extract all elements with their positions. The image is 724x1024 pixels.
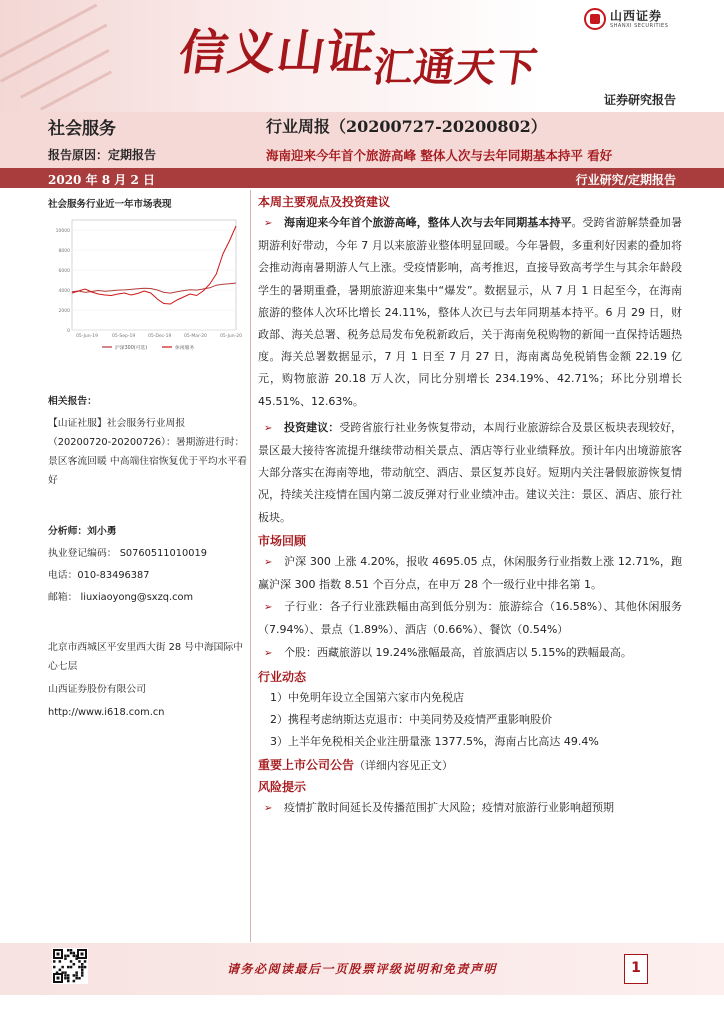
arrow-bullet-icon: ➢ — [264, 422, 273, 434]
header-banner — [0, 0, 724, 112]
section-title-viewpoints: 本周主要观点及投资建议 — [258, 195, 391, 209]
column-divider — [250, 190, 251, 942]
main-content — [258, 190, 682, 821]
paragraph-investment-lead: 投资建议： — [284, 420, 340, 434]
arrow-bullet-icon: ➢ — [264, 556, 273, 568]
paragraph-investment-body: 受跨省旅行社业务恢复带动，本周行业旅游综合及景区板块表现较好，景区最大接待客流提升继续带动相关景点、酒店等行业业绩释放。预计年内出境游旅客大部分落实在海南等地，带动航空、酒店、景区复苏良好。短期内关注暑假旅游恢复情况，持续关注疫情在国内第二波反弹对行业业绩冲击。建议关注：景区、酒店、旅行社板块。 — [258, 420, 683, 524]
section-title-risk: 风险提示 — [258, 780, 307, 795]
qr-module — [64, 955, 67, 958]
x-tick-label: 05-Mar-20 — [184, 334, 207, 339]
banner-decoration — [20, 49, 110, 99]
logo-icon — [584, 8, 606, 30]
qr-module — [75, 977, 78, 980]
market-chart — [48, 214, 242, 362]
y-tick-label: 8000 — [58, 249, 70, 254]
section-title-industry-news: 行业动态 — [258, 669, 307, 684]
plot-area — [72, 220, 236, 330]
y-tick-label: 6000 — [58, 269, 70, 274]
news-item: 1）中免明年设立全国第六家市内免税店 — [270, 690, 464, 704]
market-item-text: 沪深 300 上涨 4.20%，报收 4695.05 点，休闲服务行业指数上涨 12.71%，跑赢沪深 300 指数 8.51 个百分点，在申万 28 个一级行业中排名第 1。 — [258, 554, 682, 592]
related-report-text: 【山证社服】社会服务行业周报（20200720-20200726）：暑期游进行时：景区客流回暖 中高端住宿恢复优于平均水平看好 — [48, 418, 248, 486]
risk-item-text: 疫情扩散时间延长及传播范围扩大风险；疫情对旅游行业影响超预期 — [284, 801, 614, 815]
qr-module — [78, 977, 81, 980]
qr-module — [73, 952, 76, 955]
sector-title: 社会服务 — [48, 119, 116, 139]
banner-decoration — [40, 70, 112, 110]
arrow-bullet-icon: ➢ — [264, 218, 273, 229]
company-name: 山西证券股份有限公司 — [48, 684, 146, 695]
news-item: 2）携程考虑纳斯达克退市：中美同势及疫情严重影响股价 — [270, 713, 552, 727]
page-number: 1 — [624, 954, 648, 984]
report-date: 2020 年 8 月 2 日 — [48, 173, 155, 187]
market-chart-svg — [48, 214, 242, 362]
report-reason: 报告原因：定期报告 — [48, 148, 157, 162]
company-info — [48, 638, 248, 722]
email-address: 邮箱： liuxiaoyong@sxzq.com — [48, 592, 193, 603]
banner-slogan — [175, 14, 545, 91]
related-label: 相关报告： — [48, 396, 97, 407]
qr-module — [67, 980, 70, 983]
qr-module — [70, 949, 73, 952]
phone-number: 电话：010-83496387 — [48, 570, 150, 581]
title-band — [0, 112, 724, 168]
slogan-part1: 信义山证 — [175, 25, 380, 81]
analyst-info — [48, 522, 248, 607]
section-title-announcements — [258, 755, 682, 775]
market-item — [258, 551, 682, 596]
related-reports — [48, 392, 248, 490]
footer-disclaimer: 请务必阅读最后一页股票评级说明和免责声明 — [226, 962, 497, 976]
report-type: 证券研究报告 — [603, 93, 676, 107]
arrow-bullet-icon: ➢ — [264, 803, 273, 815]
qr-module — [67, 955, 70, 958]
risk-item — [258, 797, 682, 820]
section-title-market: 市场回顾 — [258, 533, 307, 548]
legend-label: 休闲服务 — [175, 346, 195, 351]
qr-module — [73, 955, 76, 958]
y-tick-label: 10000 — [55, 229, 70, 234]
paragraph-investment — [258, 417, 682, 529]
report-headline: 海南迎来今年首个旅游高峰 整体人次与去年同期基本持平 看好 — [266, 148, 613, 163]
paragraph-hainan-lead: 海南迎来今年首个旅游高峰，整体人次与去年同期基本持平 — [284, 216, 572, 229]
market-item-text: 子行业：各子行业涨跌幅由高到低分别为：旅游综合（16.58%）、其他休闲服务（7.94%）、景点（1.89%）、酒店（0.66%）、餐饮（0.54%） — [258, 600, 682, 637]
qr-finder-core — [57, 953, 60, 956]
qr-finder-core — [81, 953, 84, 956]
analyst-name: 分析师：刘小勇 — [48, 526, 117, 537]
report-title: 行业周报（20200727-20200802） — [266, 117, 547, 136]
x-tick-label: 05-Jun-20 — [220, 334, 242, 339]
qr-module — [64, 977, 67, 980]
logo-name-en: SHANXI SECURITIES — [610, 22, 669, 29]
y-tick-label: 0 — [67, 329, 70, 334]
company-address: 北京市西城区平安里西大街 28 号中海国际中心七层 — [48, 642, 244, 672]
license-number: 执业登记编码： S0760511010019 — [48, 548, 207, 559]
announcements-note: （详细内容见正文） — [354, 759, 454, 773]
paragraph-hainan — [258, 212, 682, 413]
banner-decoration — [0, 24, 107, 83]
date-bar — [0, 168, 724, 188]
y-tick-label: 4000 — [58, 289, 70, 294]
chart-title: 社会服务行业近一年市场表现 — [48, 199, 172, 210]
slogan-part2: 汇通天下 — [370, 44, 541, 91]
qr-module — [67, 949, 70, 952]
qr-module — [70, 952, 73, 955]
qr-module — [73, 980, 76, 983]
company-logo — [584, 8, 668, 30]
x-tick-label: 05-Sep-19 — [112, 334, 136, 339]
report-category: 行业研究/定期报告 — [575, 173, 676, 187]
paragraph-hainan-body: 。受跨省游解禁叠加暑期游利好带动，今年 7 月以来旅游业整体明显回暖。今年暑假，多重利好因素的叠加将会推动海南暑期游人气上涨。受疫情影响，高考推迟，直接导致高考学生与其余年龄段学生的暑期重叠，暑期旅游迎来集中“爆发”。数据显示，从 7 月 1 日起至今，在海南旅游的整体人次环比增长 24.11%，整体人次已与去年同期基本持平。6 月 29 日，财政部、海关总署、税务总局发布免税新政后，关于海南免税购物的新闻一直保持话题热度。海关总署数据显示，7 月 1 日至 7 月 27 日，海南离岛免税销售金额 22.19 亿元，购物旅游 20.18 万人次，同比分别增长 234.19%、42.71%；环比分别增长 45.51%、12.63%。 — [258, 216, 682, 408]
arrow-bullet-icon: ➢ — [264, 602, 273, 614]
market-item-text: 个股：西藏旅游以 19.24%涨幅最高，首旅酒店以 5.15%的跌幅最高。 — [284, 645, 632, 659]
announcements-title: 重要上市公司公告 — [258, 758, 355, 773]
company-website[interactable]: http://www.i618.com.cn — [48, 707, 165, 718]
logo-name-cn: 山西证券 — [610, 8, 663, 23]
y-tick-label: 2000 — [58, 309, 70, 314]
arrow-bullet-icon: ➢ — [264, 647, 273, 659]
x-tick-label: 05-Jun-19 — [76, 334, 98, 339]
qr-module — [67, 977, 70, 980]
market-item — [258, 642, 682, 665]
qr-module — [75, 955, 78, 958]
market-item — [258, 596, 682, 641]
x-tick-label: 05-Dec-19 — [148, 334, 172, 339]
news-item: 3）上半年免税相关企业注册量涨 1377.5%，海南占比高达 49.4% — [270, 735, 599, 749]
legend-label: 沪深300(可选) — [115, 346, 148, 351]
